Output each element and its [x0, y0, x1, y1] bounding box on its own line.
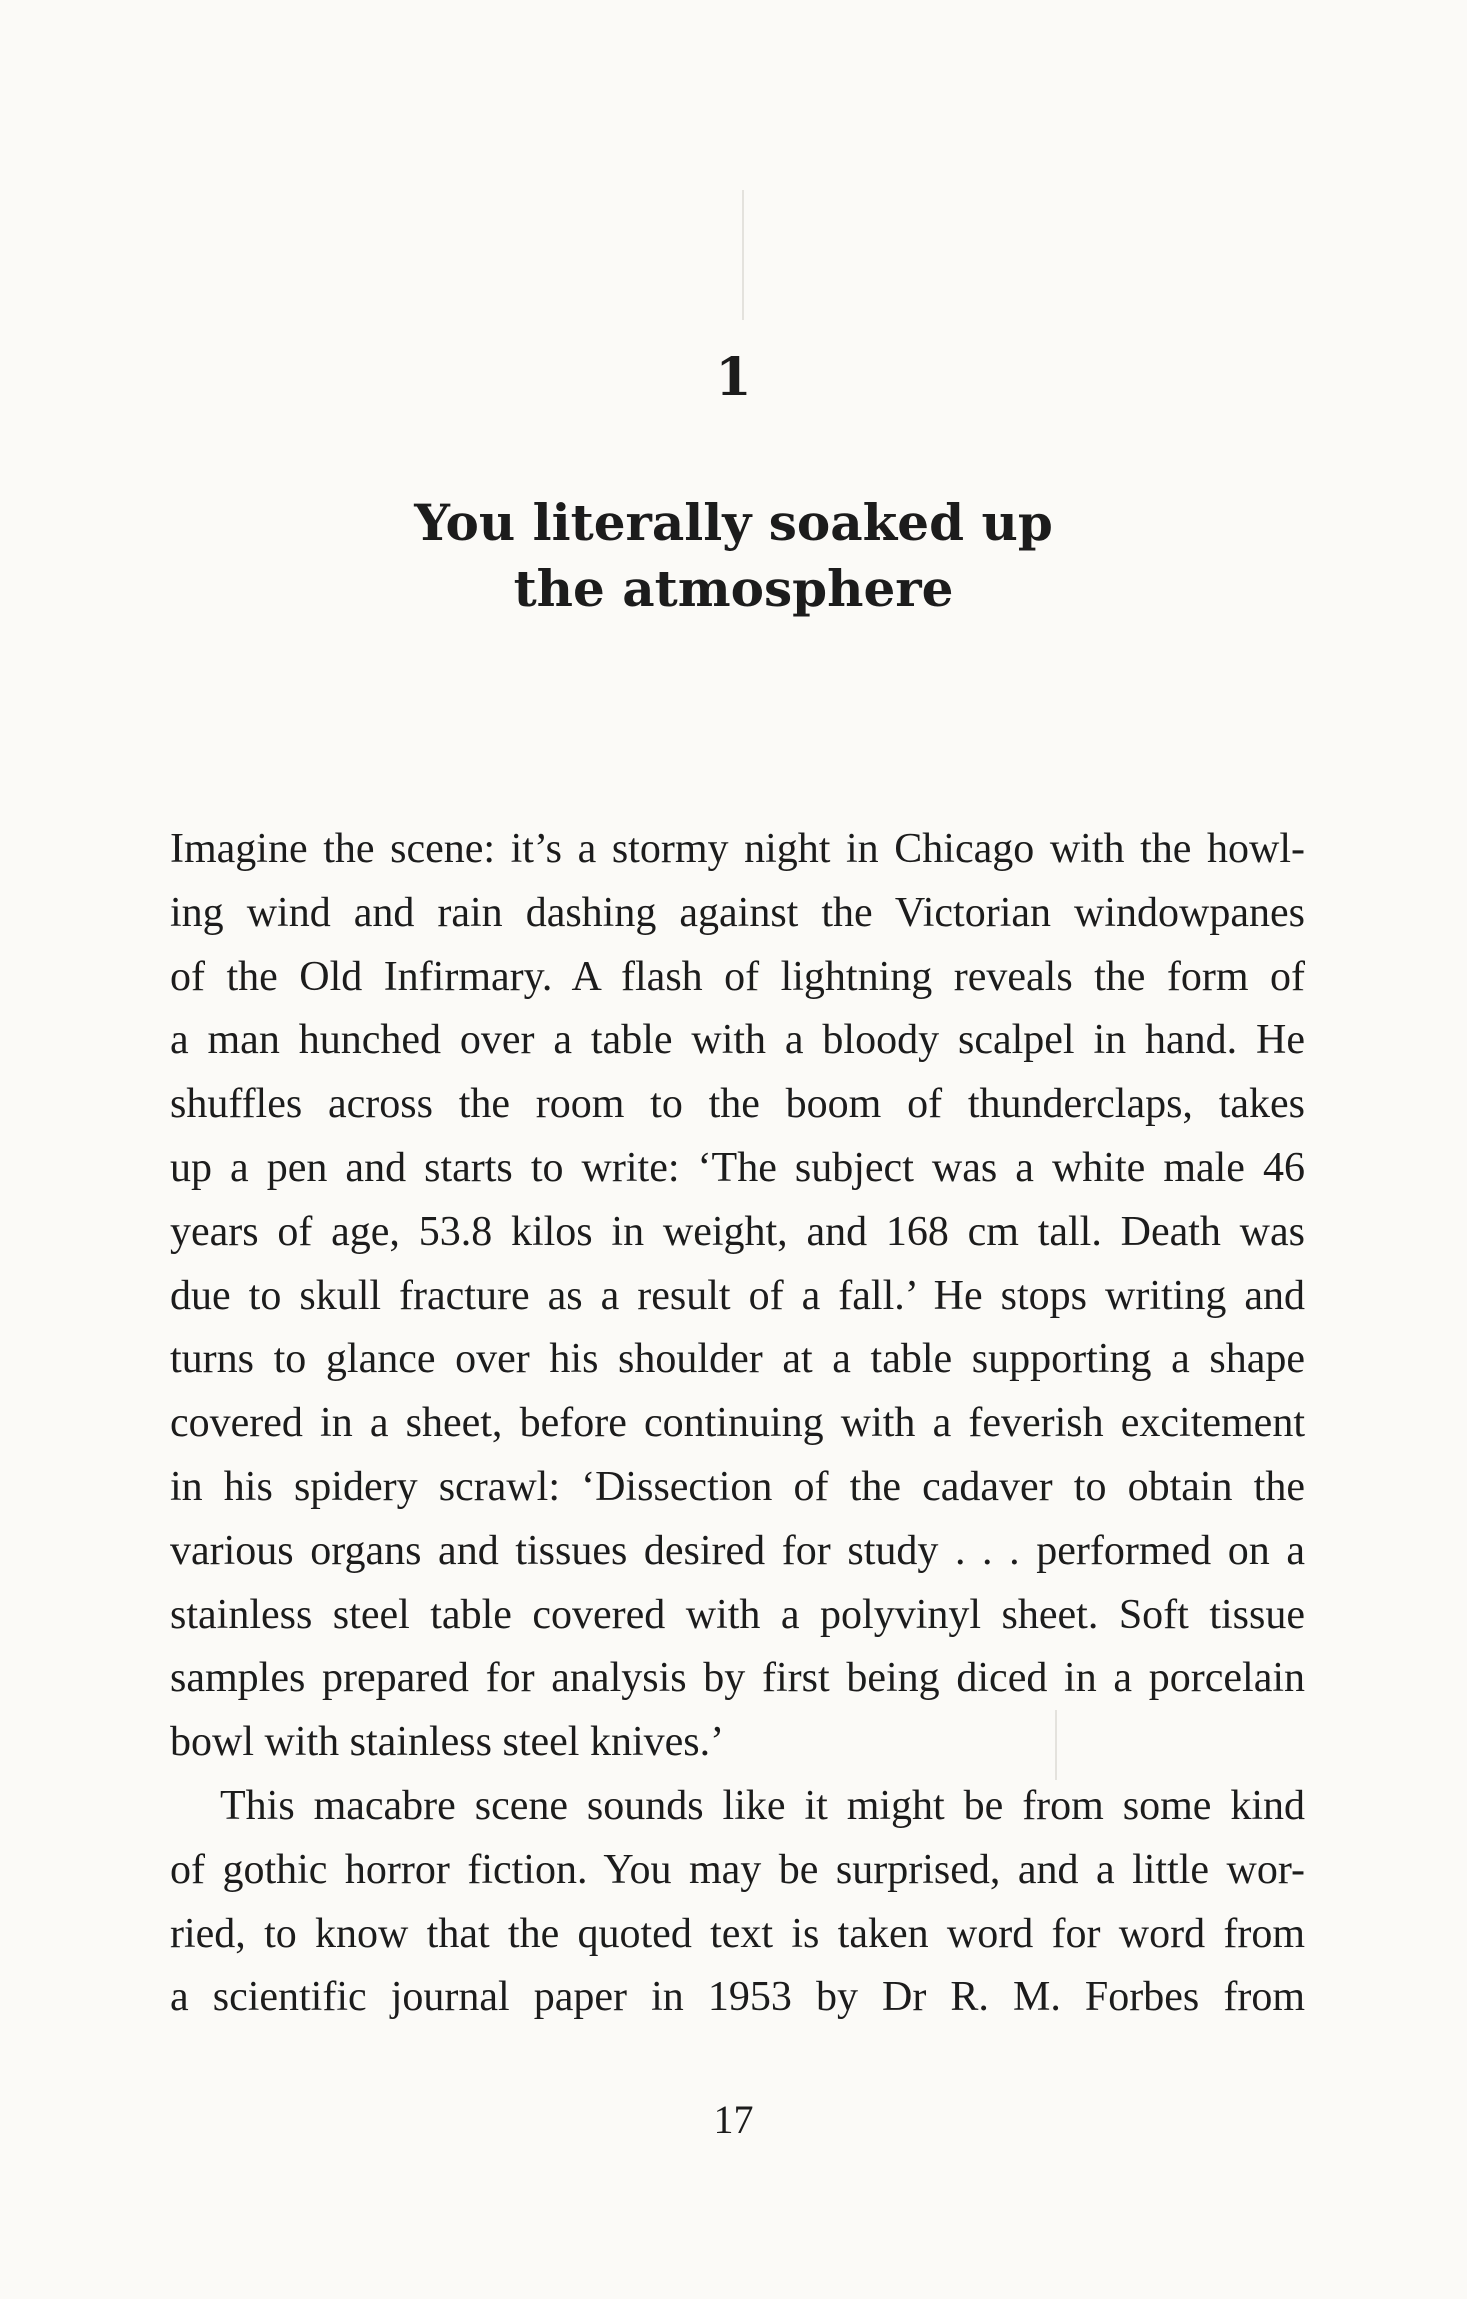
text-line: shuffles across the room to the boom of thunderclaps, takes	[170, 1081, 1305, 1128]
text-line: years of age, 53.8 kilos in weight, and 168 cm tall. Death was	[170, 1208, 1305, 1255]
text-line: turns to glance over his shoulder at a table supporting a shape	[170, 1336, 1305, 1383]
text-line: ing wind and rain dashing against the Victorian windowpanes	[170, 889, 1305, 936]
text-line: a man hunched over a table with a bloody scalpel in hand. He	[170, 1017, 1305, 1064]
text-line: ried, to know that the quoted text is taken word for word from	[170, 1910, 1305, 1957]
text-line: in his spidery scrawl: ‘Dissection of the cadaver to obtain the	[170, 1463, 1305, 1510]
text-line: stainless steel table covered with a polyvinyl sheet. Soft tissue	[170, 1591, 1305, 1638]
text-line: due to skull fracture as a result of a fall.’ He stops writing and	[170, 1272, 1305, 1319]
chapter-title-line-2: the atmosphere	[513, 559, 954, 618]
text-line: covered in a sheet, before continuing with a feverish excitement	[170, 1400, 1305, 1447]
chapter-title-line-1: You literally soaked up	[414, 493, 1053, 552]
text-line: a scientific journal paper in 1953 by Dr R. M. Forbes from	[170, 1974, 1305, 2021]
text-line: up a pen and starts to write: ‘The subject was a white male 46	[170, 1144, 1305, 1191]
text-line: of gothic horror fiction. You may be surprised, and a little wor-	[170, 1846, 1305, 1893]
scan-mark	[742, 190, 744, 320]
page-number: 17	[713, 2097, 754, 2142]
text-line: various organs and tissues desired for study . . . performed on a	[170, 1527, 1305, 1574]
text-line: Imagine the scene: it’s a stormy night in Chicago with the howl-	[170, 826, 1305, 872]
chapter-number: 1	[715, 347, 752, 408]
text-line: This macabre scene sounds like it might be from some kind	[220, 1782, 1305, 1829]
text-line: samples prepared for analysis by first being diced in a porcelain	[170, 1655, 1305, 1702]
chapter-title	[0, 490, 1467, 622]
text-line: bowl with stainless steel knives.’	[170, 1719, 725, 1766]
body-text	[170, 818, 1305, 2030]
text-line: of the Old Infirmary. A flash of lightning reveals the form of	[170, 953, 1305, 1000]
